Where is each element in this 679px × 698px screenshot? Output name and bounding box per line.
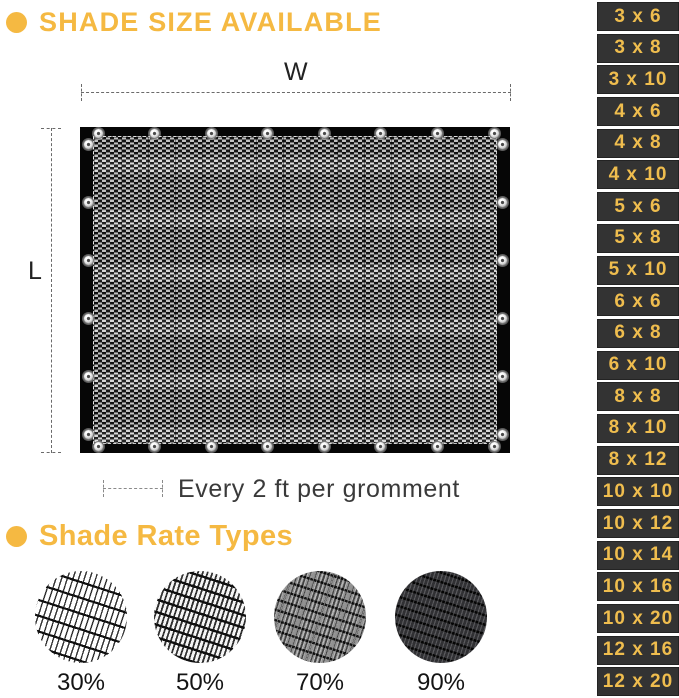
shade-rate-circle-30%: [35, 571, 127, 663]
size-chip: 6 x 10: [597, 351, 679, 380]
shade-rate-sample: [35, 571, 127, 697]
grommet-icon: [497, 139, 508, 150]
bullet-icon: [6, 526, 27, 547]
grommet-icon: [489, 128, 500, 139]
size-chip: 4 x 10: [597, 160, 679, 189]
width-dimension-tick-right: [510, 84, 511, 101]
grommet-icon: [489, 441, 500, 452]
grommet-icon: [497, 255, 508, 266]
grommet-icon: [432, 441, 443, 452]
shade-rate-title: Shade Rate Types: [39, 520, 294, 552]
length-dimension-tick-bottom: [41, 452, 61, 453]
grommet-icon: [83, 139, 94, 150]
length-dimension-tick-top: [41, 128, 61, 129]
grommet-icon: [262, 128, 273, 139]
shade-rate-label: 30%: [56, 669, 106, 696]
grommet-icon: [93, 128, 104, 139]
size-chip: 10 x 20: [597, 604, 679, 633]
grommet-icon: [149, 128, 160, 139]
grommet-icon: [319, 128, 330, 139]
grommet-icon: [497, 371, 508, 382]
width-dimension-line: [81, 92, 511, 93]
grommet-icon: [497, 197, 508, 208]
shade-rate-sample: [274, 571, 366, 697]
size-chip: 5 x 8: [597, 224, 679, 253]
grommet-icon: [206, 441, 217, 452]
shade-rate-label: 50%: [175, 669, 225, 696]
grommet-icon: [83, 197, 94, 208]
size-chip: 5 x 6: [597, 192, 679, 221]
size-chip: 8 x 10: [597, 414, 679, 443]
grommet-icon: [262, 441, 273, 452]
shade-size-title: SHADE SIZE AVAILABLE: [39, 7, 383, 37]
grommet-icon: [375, 128, 386, 139]
size-chip: 10 x 14: [597, 541, 679, 570]
size-chip: 12 x 16: [597, 636, 679, 665]
shade-rate-sample: [154, 571, 246, 697]
shade-size-header: [6, 7, 382, 38]
shade-rate-sample: [395, 571, 487, 697]
grommet-icon: [497, 429, 508, 440]
size-chip: 4 x 6: [597, 97, 679, 126]
size-chip: 4 x 8: [597, 129, 679, 158]
grommet-icon: [149, 441, 160, 452]
grommet-icon: [497, 313, 508, 324]
size-chip: 3 x 10: [597, 65, 679, 94]
shade-rate-label: 70%: [295, 669, 345, 696]
size-chip: 6 x 6: [597, 287, 679, 316]
grommet-icon: [83, 429, 94, 440]
size-chip: 3 x 8: [597, 34, 679, 63]
grommet-icon: [83, 371, 94, 382]
size-chip: 10 x 16: [597, 572, 679, 601]
size-chip: 10 x 12: [597, 509, 679, 538]
bullet-icon: [6, 12, 27, 33]
size-list: [597, 2, 679, 696]
grommet-icon: [319, 441, 330, 452]
grommet-icon: [83, 255, 94, 266]
shade-net: [80, 127, 510, 453]
grommet-spacing-bracket: [103, 488, 163, 489]
shade-rate-label: 90%: [416, 669, 466, 696]
grommet-icon: [83, 313, 94, 324]
shade-rate-circle-50%: [154, 571, 246, 663]
width-dimension-label: W: [284, 58, 308, 86]
size-chip: 3 x 6: [597, 2, 679, 31]
size-chip: 5 x 10: [597, 256, 679, 285]
grommet-icon: [432, 128, 443, 139]
size-chip: 8 x 8: [597, 382, 679, 411]
width-dimension-tick-left: [81, 84, 82, 101]
shade-rate-circle-70%: [274, 571, 366, 663]
grommet-spacing-caption: Every 2 ft per gromment: [178, 475, 460, 503]
size-chip: 10 x 10: [597, 477, 679, 506]
shade-rate-header: [6, 520, 293, 553]
grommet-icon: [206, 128, 217, 139]
grommet-icon: [93, 441, 104, 452]
size-chip: 8 x 12: [597, 446, 679, 475]
length-dimension-line: [51, 128, 52, 453]
size-chip: 12 x 20: [597, 667, 679, 696]
grommets-layer: [80, 127, 510, 453]
shade-rate-circle-90%: [395, 571, 487, 663]
grommet-icon: [375, 441, 386, 452]
size-chip: 6 x 8: [597, 319, 679, 348]
length-dimension-label: L: [28, 257, 42, 285]
